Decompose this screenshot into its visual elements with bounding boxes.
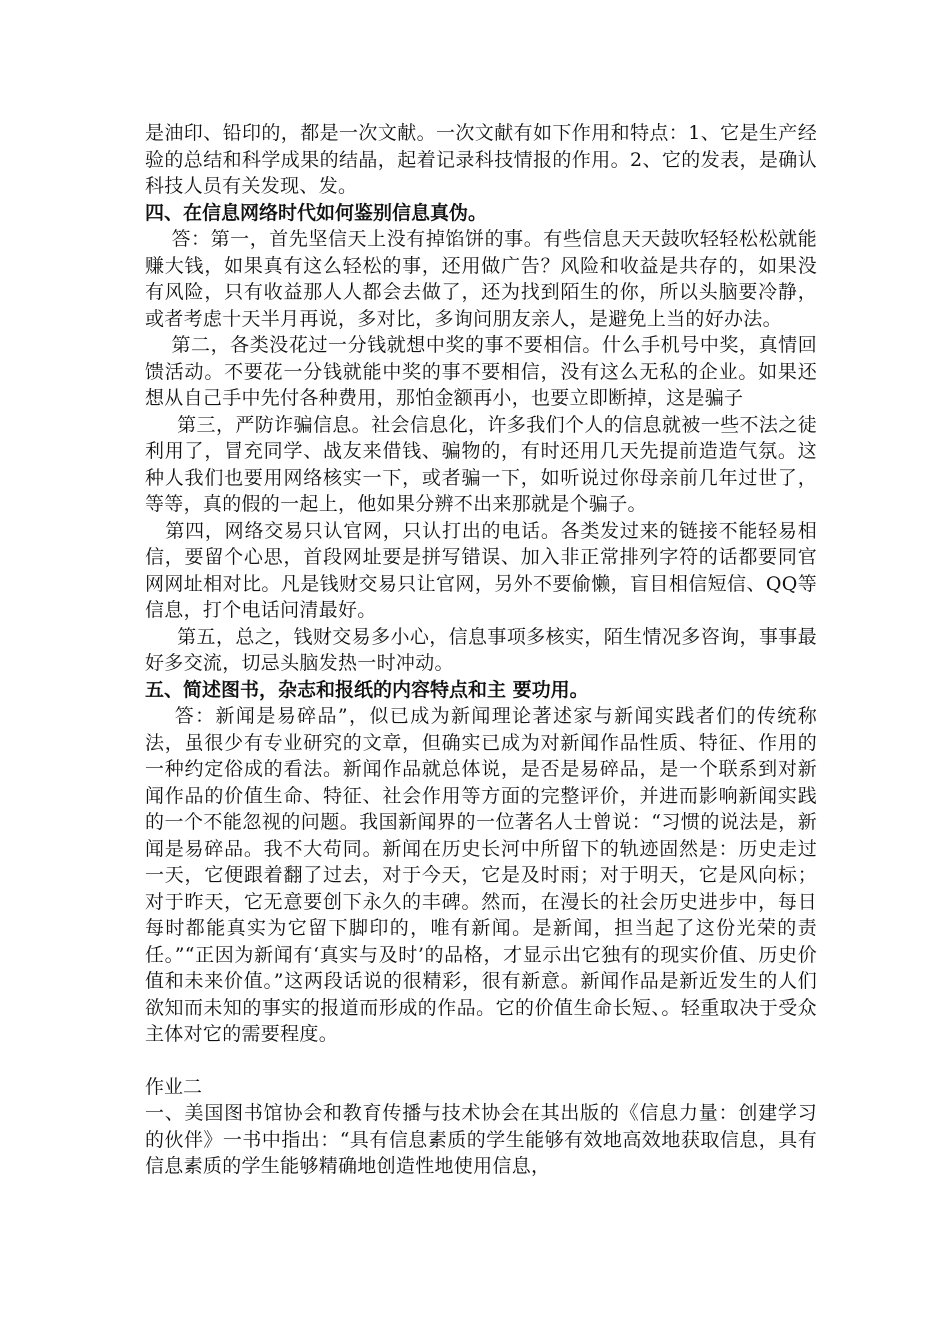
paragraph-answer-second: 第二，各类没花过一分钱就想中奖的事不要相信。什么手机号中奖，真情回馈活动。不要花一分钱就能中奖的事不要相信，没有这么无私的企业。如果还想从自己手中先付各种费用，那怕金额再小，也要立即断掉，这是骗子: [145, 334, 818, 409]
paragraph-answer-third: 第三，严防诈骗信息。社会信息化，许多我们个人的信息就被一些不法之徒利用了，冒充同学、战友来借钱、骗物的，有时还用几天先提前造造气氛。这种人我们也要用网络核实一下，或者骗一下，如听说过你母亲前几年过世了，等等，真的假的一起上，他如果分辨不出来那就是个骗子。: [145, 413, 817, 515]
paragraph-answer-fifth: 第五，总之，钱财交易多小心，信息事项多核实，陌生情况多咨询，事事最好多交流，切忌头脑发热一时冲动。: [145, 625, 817, 674]
heading-section-5: 五、简述图书，杂志和报纸的内容特点和主 要功用。: [145, 678, 589, 701]
paragraph-answer-first: 答：第一，首先坚信天上没有掉馅饼的事。有些信息天天鼓吹轻轻松松就能赚大钱，如果真有这么轻松的事，还用做广告？风险和收益是共存的，如果没有风险，只有收益那人人都会去做了，还为找到陌生的你，所以头脑要冷静，或者考虑十天半月再说，多对比，多询问朋友亲人，是避免上当的好办法。: [145, 228, 818, 330]
heading-section-4: 四、在信息网络时代如何鉴别信息真伪。: [145, 201, 488, 224]
document-page: [145, 120, 817, 1180]
paragraph-primary-literature: 是油印、铅印的，都是一次文献。一次文献有如下作用和特点：1、它是生产经验的总结和科学成果的结晶，起着记录科技情报的作用。2、它的发表，是确认科技人员有关发现、发。: [145, 122, 817, 197]
paragraph-homework-2-intro: 一、美国图书馆协会和教育传播与技术协会在其出版的《信息力量：创建学习的伙伴》一书中指出：“具有信息素质的学生能够有效地高效地获取信息，具有信息素质的学生能够精确地创造性地使用信息，: [145, 1102, 817, 1177]
blank-line: [145, 1048, 817, 1074]
heading-homework-2: 作业二: [145, 1075, 203, 1098]
paragraph-answer-fourth: 第四，网络交易只认官网，只认打出的电话。各类发过来的链接不能轻易相信，要留个心思，首段网址要是拼写错误、加入非正常排列字符的话都要同官网网址相对比。凡是钱财交易只让官网，另外不要偷懒，盲目相信短信、QQ等信息，打个电话问清最好。: [145, 519, 817, 621]
paragraph-news-answer: 答：新闻是易碎品”，似已成为新闻理论著述家与新闻实践者们的传统称法，虽很少有专业研究的文章，但确实已成为对新闻作品性质、特征、作用的一种约定俗成的看法。新闻作品就总体说，是否是易碎品，是一个联系到对新闻作品的价值生命、特征、社会作用等方面的完整评价，并进而影响新闻实践的一个不能忽视的问题。我国新闻界的一位著名人士曾说：“习惯的说法是，新闻是易碎品。我不大苟同。新闻在历史长河中所留下的轨迹固然是：历史走过一天，它便跟着翻了过去，对于今天，它是及时雨；对于明天，它是风向标；对于昨天，它无意要创下永久的丰碑。然而，在漫长的社会历史进步中，每日每时都能真实为它留下脚印的，唯有新闻。是新闻，担当起了这份光荣的责任。”“正因为新闻有‘真实与及时’的品格，才显示出它独有的现实价值、历史价值和未来价值。”这两段话说的很精彩，很有新意。新闻作品是新近发生的人们欲知而未知的事实的报道而形成的作品。它的价值生命长短、。轻重取决于受众主体对它的需要程度。: [145, 705, 817, 1045]
